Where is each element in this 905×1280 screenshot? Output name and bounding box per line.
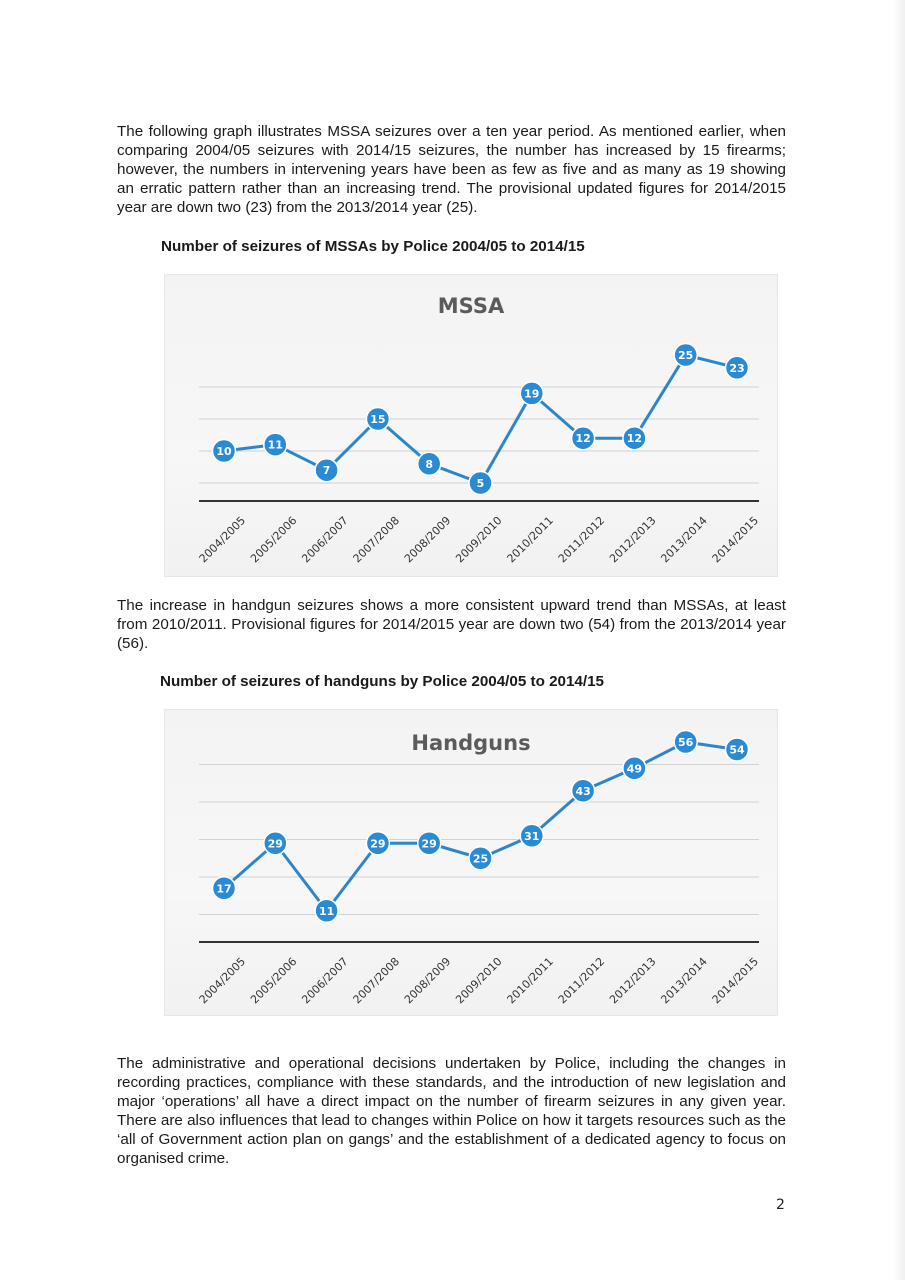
data-label: 54 (729, 743, 745, 757)
chart-title: MSSA (437, 294, 505, 318)
x-tick-label: 2011/2012 (555, 513, 608, 566)
x-tick-label: 2005/2006 (248, 954, 300, 1007)
x-tick-label: 2006/2007 (299, 954, 351, 1007)
data-label: 29 (370, 837, 386, 851)
data-label: 10 (216, 445, 232, 458)
x-tick-label: 2013/2014 (658, 954, 710, 1007)
data-label: 7 (322, 464, 331, 478)
x-tick-label: 2006/2007 (299, 513, 351, 566)
data-label: 11 (267, 438, 283, 452)
mssa-chart-caption: Number of seizures of MSSAs by Police 2004/05 to 2014/15 (161, 238, 585, 255)
x-tick-label: 2010/2011 (504, 513, 556, 566)
intro-paragraph: The following graph illustrates MSSA seizures over a ten year period. As mentioned earlier, when comparing 2004/05 seizures with 2014/15 seizures, the number has increased by 15 firearms; however, the numbers in intervening years have been as few as five and as many as 19 showing an erratic pattern rather than an increasing trend. The provisional updated figures for 2014/2015 year are down two (23) from the 2013/2014 year (25). (117, 123, 786, 216)
data-label: 25 (472, 852, 489, 866)
x-tick-label: 2007/2008 (350, 954, 403, 1007)
handgun-paragraph: The increase in handgun seizures shows a more consistent upward trend than MSSAs, at least from 2010/2011. Provisional figures for 2014/2015 year are down two (54) from the 2013/2014 year (56). (117, 597, 786, 652)
page-number: 2 (776, 1197, 785, 1213)
data-label: 29 (267, 837, 283, 851)
data-label: 25 (678, 349, 694, 362)
scan-edge-shadow (893, 0, 905, 1280)
data-label: 8 (425, 457, 434, 471)
x-tick-label: 2012/2013 (607, 513, 659, 566)
x-tick-label: 2013/2014 (658, 513, 710, 566)
chart-title: Handguns (411, 731, 531, 755)
data-label: 19 (524, 387, 540, 401)
x-tick-label: 2014/2015 (709, 513, 762, 566)
data-label: 49 (626, 762, 643, 776)
data-label: 5 (476, 477, 485, 490)
x-tick-label: 2009/2010 (453, 513, 505, 566)
data-label: 29 (421, 837, 437, 851)
data-label: 12 (626, 432, 643, 446)
mssa-chart-svg (165, 275, 777, 576)
x-tick-label: 2008/2009 (401, 513, 454, 566)
x-tick-label: 2008/2009 (401, 954, 454, 1007)
x-tick-label: 2004/2005 (196, 954, 249, 1007)
data-label: 43 (575, 784, 591, 798)
data-label: 17 (216, 882, 232, 896)
handguns-chart (164, 709, 778, 1016)
data-label: 56 (678, 736, 694, 749)
mssa-chart (164, 274, 778, 577)
data-label: 11 (318, 904, 335, 918)
data-label: 31 (524, 829, 540, 843)
x-tick-label: 2005/2006 (248, 513, 300, 566)
data-label: 23 (729, 361, 745, 375)
x-tick-label: 2010/2011 (504, 954, 556, 1007)
x-tick-label: 2014/2015 (709, 954, 762, 1007)
data-label: 15 (370, 413, 386, 426)
data-label: 12 (575, 432, 591, 446)
x-tick-label: 2011/2012 (555, 954, 608, 1007)
x-tick-label: 2007/2008 (350, 513, 403, 566)
handguns-chart-svg (165, 710, 777, 1015)
series-line (224, 742, 737, 911)
closing-paragraph: The administrative and operational decisions undertaken by Police, including the changes in recording practices, compliance with these standards, and the introduction of new legislation and major ‘operations’ all have a direct impact on the number of firearm seizures in any given year. There are also influences that lead to changes within Police on how it targets resources such as the ‘all of Government action plan on gangs’ and the establishment of a dedicated agency to focus on organised crime. (117, 1055, 786, 1167)
x-tick-label: 2012/2013 (607, 954, 659, 1007)
handguns-chart-caption: Number of seizures of handguns by Police 2004/05 to 2014/15 (160, 673, 604, 690)
x-tick-label: 2009/2010 (453, 954, 505, 1007)
x-tick-label: 2004/2005 (196, 513, 249, 566)
